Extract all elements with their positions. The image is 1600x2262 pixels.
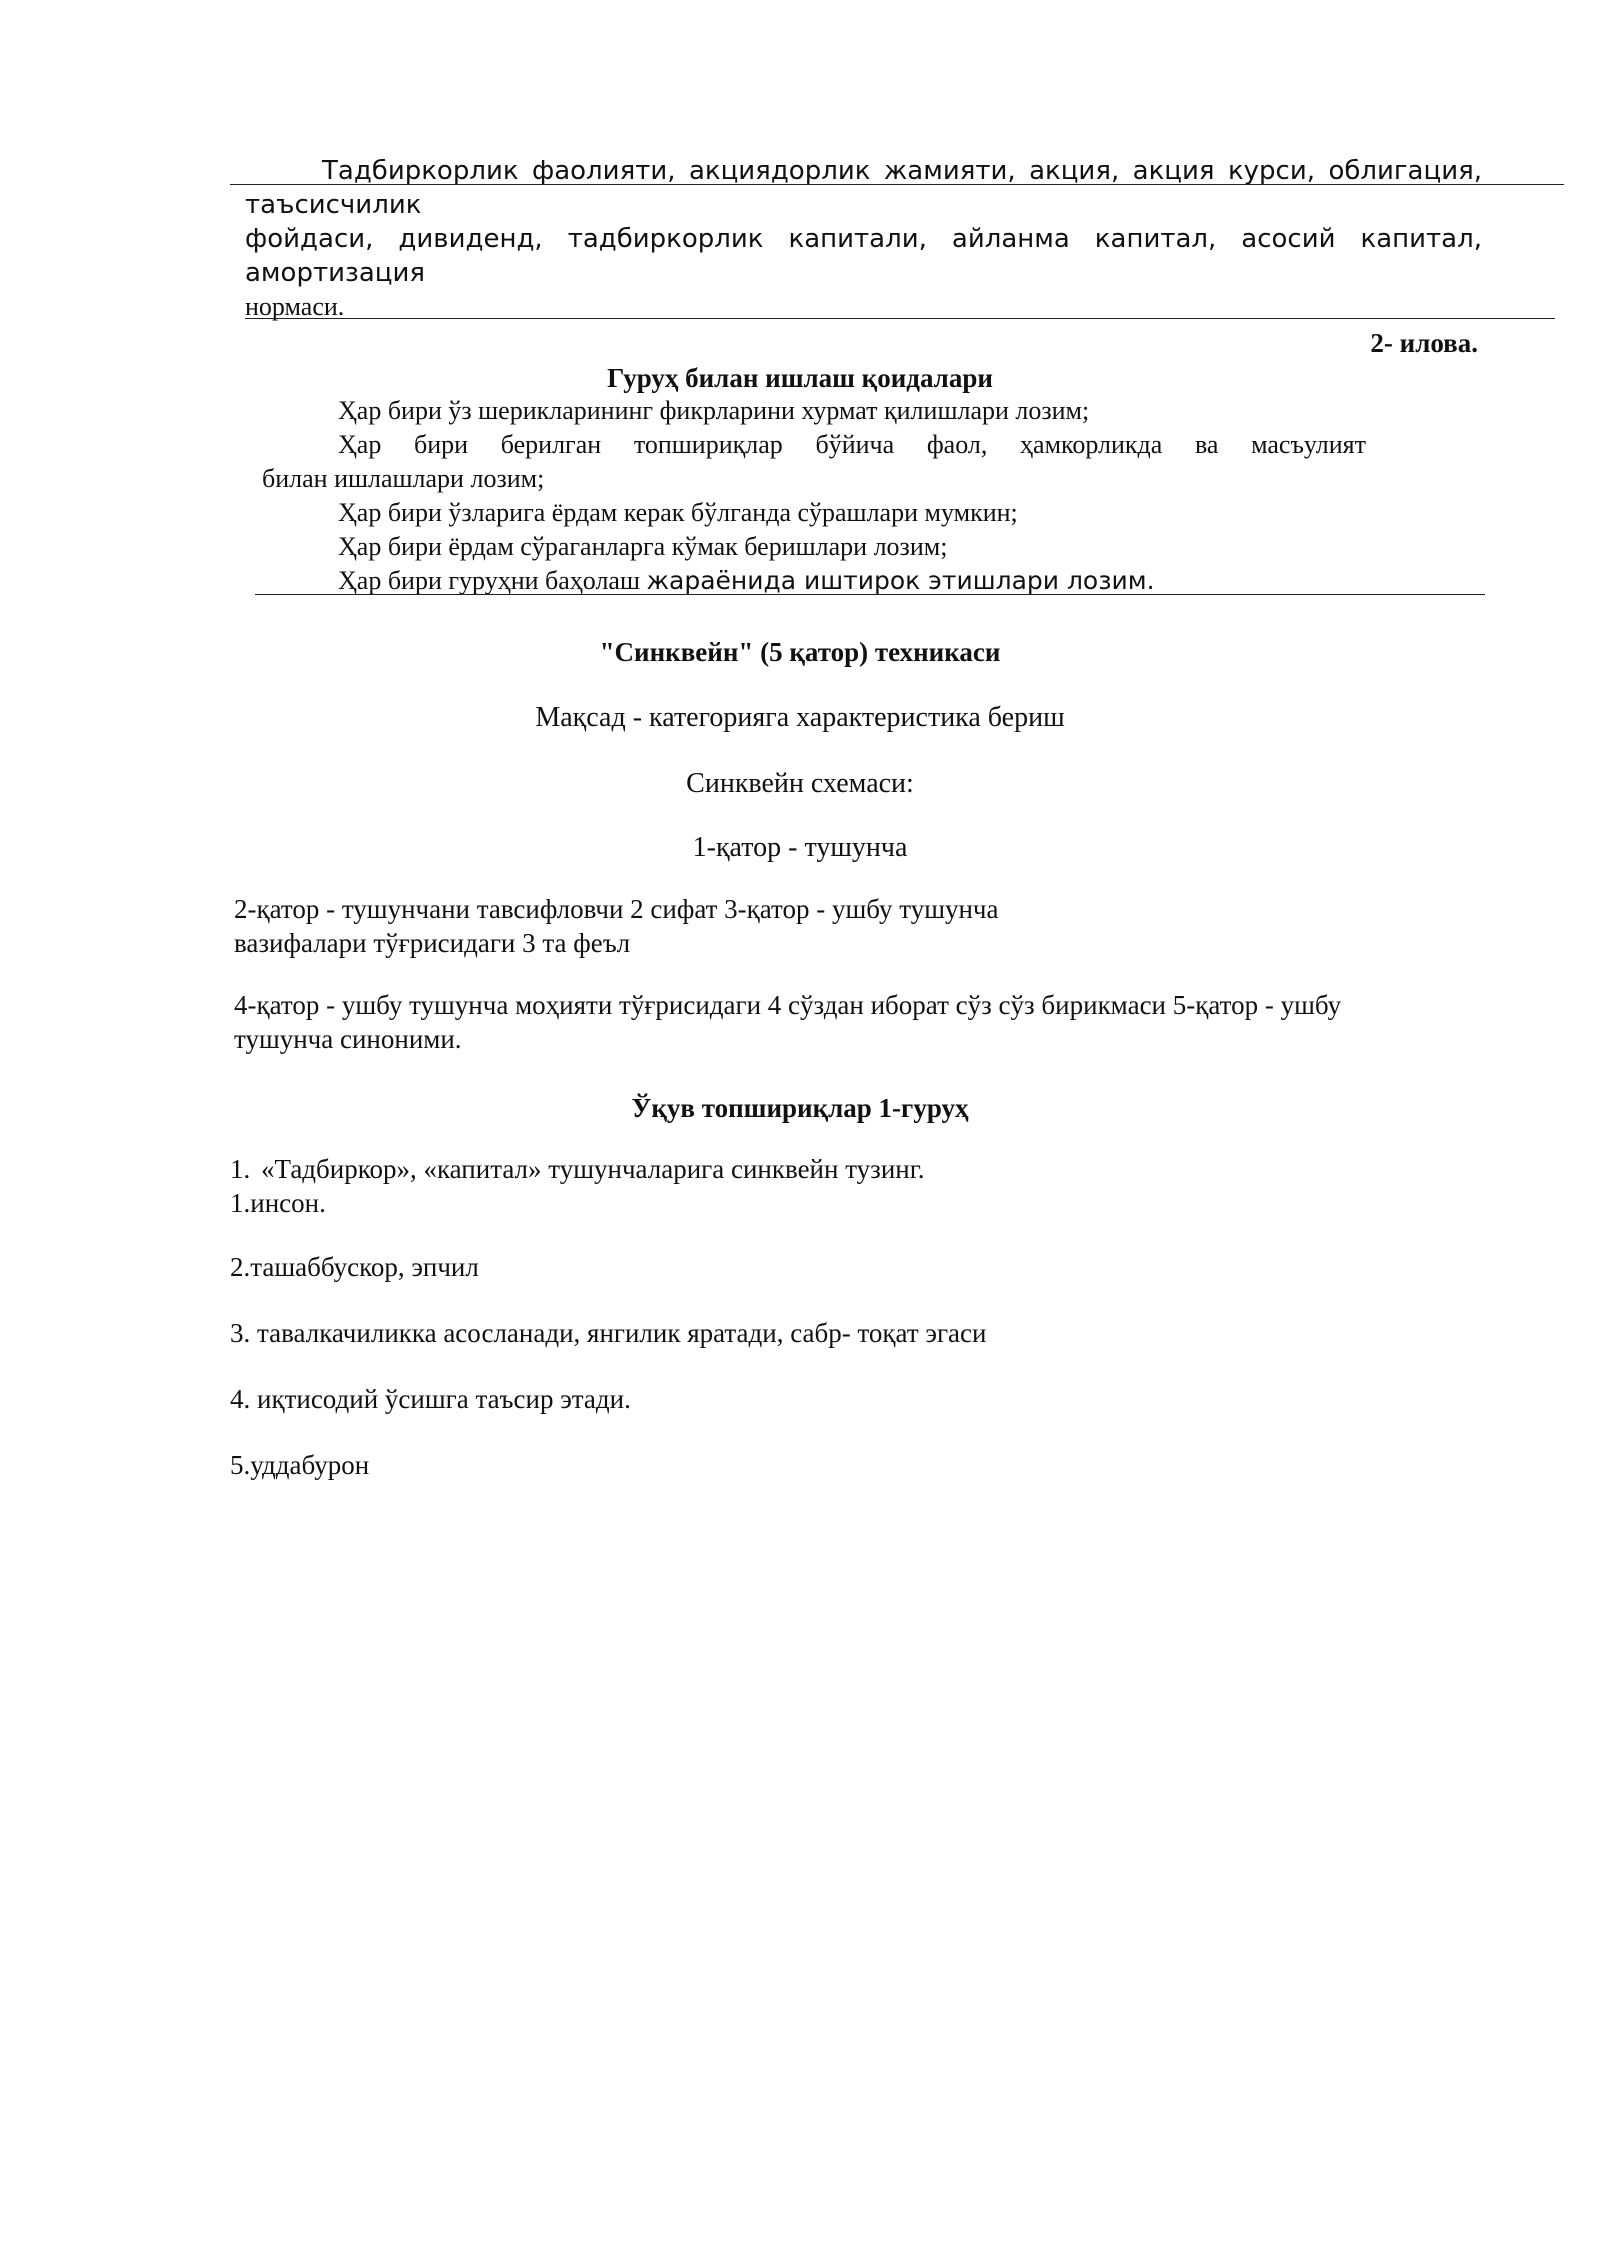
- rule-item: билан ишлашлари лозим;: [262, 464, 545, 493]
- rule-item: Ҳар бири ўз шерикларининг фикрларини хурмат қилишлари лозим;: [338, 396, 1090, 425]
- answer-item: 3. тавалкачиликка асосланади, янгилик яратади, сабр- тоқат эгаси: [230, 1318, 987, 1348]
- terms-line-1: Тадбиркорлик фаолияти, акциядорлик жамияти, акция, акция курси, облигация,: [322, 156, 1482, 186]
- rule-item-last: [338, 564, 1155, 598]
- answer-item: 2.ташаббускор, эпчил: [230, 1252, 479, 1282]
- task-intro-text: «Тадбиркор», «капитал» тушунчаларига синквейн тузинг.: [261, 1154, 925, 1184]
- task-intro-number: 1.: [230, 1154, 251, 1184]
- cinquain-row-3: вазифалари тўғрисидаги 3 та феъл: [234, 928, 631, 958]
- underline-rule: [245, 318, 1555, 319]
- cinquain-row-1: 1-қатор - тушунча: [692, 832, 908, 863]
- rule-item: Ҳар бири берилган топшириқлар бўйича фаол, ҳамкорликда ва масъулият: [338, 430, 1366, 459]
- rule-item-last-part-a: Ҳар бири гуруҳни баҳолаш: [338, 566, 647, 595]
- cinquain-scheme: Синквейн схемаси:: [686, 768, 914, 799]
- cinquain-row-2: 2-қатор - тушунчани тавсифловчи 2 сифат 3-қатор - ушбу тушунча: [234, 894, 999, 924]
- terms-line-3: фойдаси, дивиденд, тадбиркорлик капитали, айланма капитал, асосий капитал,: [245, 224, 1482, 254]
- terms-line-5: нормаси.: [245, 292, 345, 321]
- rule-item: Ҳар бири ўзларига ёрдам керак бўлганда сўрашлари мумкин;: [338, 498, 1018, 527]
- cinquain-row-4: 4-қатор - ушбу тушунча моҳияти тўғрисидаги 4 сўздан иборат сўз сўз бирикмаси 5-қатор - ушбу: [234, 990, 1342, 1020]
- underline-rule: [255, 594, 1485, 595]
- answer-item: 1.инсон.: [230, 1188, 326, 1218]
- cinquain-goal: Мақсад - категорияга характеристика бериш: [535, 702, 1065, 733]
- underline-rule: [230, 184, 1564, 185]
- tasks-title: Ўқув топшириқлар 1-гуруҳ: [631, 1093, 969, 1123]
- terms-line-2: таъсисчилик: [245, 190, 422, 220]
- answer-item: 4. иқтисодий ўсишга таъсир этади.: [230, 1384, 631, 1414]
- cinquain-title: "Синквейн" (5 қатор) техникаси: [599, 637, 1001, 667]
- terms-line-4: амортизация: [245, 258, 425, 288]
- task-intro: [230, 1152, 925, 1186]
- rule-item-last-part-b: жараёнида иштирок этишлари лозим.: [646, 566, 1155, 595]
- rule-item: Ҳар бири ёрдам сўраганларга кўмак беришлари лозим;: [338, 532, 948, 561]
- answer-item: 5.уддабурон: [230, 1450, 370, 1480]
- group-rules-title: Гуруҳ билан ишлаш қоидалари: [607, 363, 993, 393]
- appendix-label: 2- илова.: [1370, 328, 1478, 358]
- cinquain-row-5: тушунча синоними.: [234, 1024, 462, 1054]
